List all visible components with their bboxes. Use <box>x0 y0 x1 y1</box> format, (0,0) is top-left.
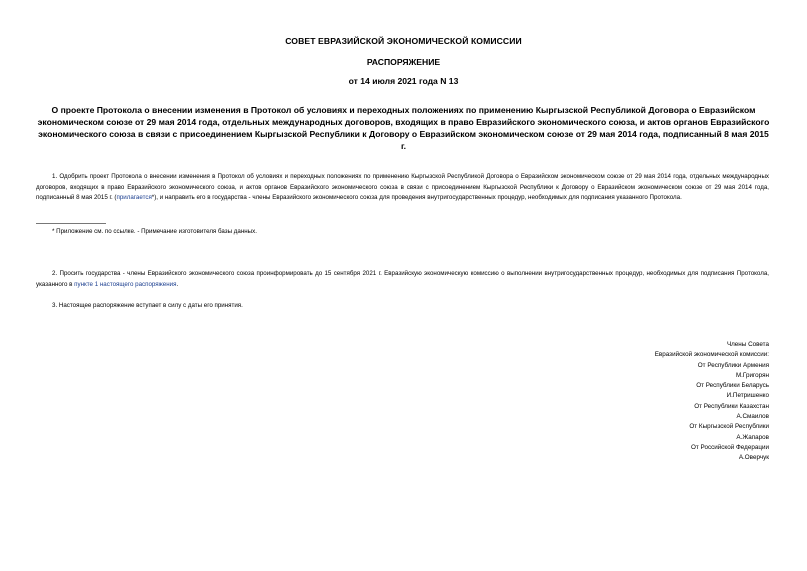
appendix-link[interactable]: прилагается <box>116 194 152 202</box>
signature-line: А.Жапаров <box>736 433 769 441</box>
organization-title: СОВЕТ ЕВРАЗИЙСКОЙ ЭКОНОМИЧЕСКОЙ КОМИССИИ <box>285 36 522 46</box>
signature-block <box>509 340 769 464</box>
paragraph-1 <box>36 172 769 204</box>
document-date-number: от 14 июля 2021 года N 13 <box>348 76 459 86</box>
signature-line: От Российской Федерации <box>690 443 769 451</box>
signature-line: Евразийской экономической комиссии: <box>654 351 769 359</box>
document-subject: О проекте Протокола о внесении изменения в Протокол об условиях и переходных положениях по применению Кыргызской Республикой Договора о Евразийском экономическом союзе от 29 мая 2014 года, отдельных международных договоров, входящих в право Евразийского экономического союза, и актов органов Евразийского экономического союза в связи с присоединением Кыргызской Республики к Договору о Евразийском экономическом союзе от 29 мая 2014 года, подписанный 8 мая 2015 г. <box>37 105 770 151</box>
signature-line: И.Петришенко <box>726 392 769 400</box>
footnote-divider <box>36 223 106 224</box>
paragraph-1-text: 1. Одобрить проект Протокола о внесении изменения в Протокол об условиях и переходных положениях по применению Кыргызской Республикой Договора о Евразийском экономическом союзе от 29 мая 2014 года, отдельных международных договоров, входящих в право Евразийского экономического союза, и актов органов Евразийского экономического союза в связи с присоединением Кыргызской Республики к Договору о Евразийском экономическом союзе от 29 мая 2014 года, подписанный 8 мая 2015 г. ( <box>36 173 769 202</box>
signature-line: От Кыргызской Республики <box>689 423 769 431</box>
paragraph-2 <box>36 269 769 290</box>
footnote: * Приложение см. по ссылке. - Примечание изготовителя базы данных. <box>52 228 257 235</box>
clause-1-link[interactable]: пункте 1 настоящего распоряжения <box>74 280 177 288</box>
signature-line: От Республики Беларусь <box>696 382 769 390</box>
signature-line: Члены Совета <box>726 341 769 348</box>
signature-line: От Республики Казахстан <box>694 402 769 410</box>
signature-line: А.Оверчук <box>738 454 769 462</box>
paragraph-2-text: 2. Просить государства - члены Евразийского экономического союза проинформировать до 15 сентября 2021 г. Евразийскую экономическую комиссию о выполнении внутригосударственных процедур, необходимых для подписания Протокола, указанного в <box>36 270 769 288</box>
signature-line: От Республики Армения <box>697 361 769 369</box>
signature-line: М.Григорян <box>735 371 769 379</box>
signature-line: А.Смаилов <box>736 413 769 421</box>
paragraph-1-text-end: *), и направить его в государства - члены Евразийского экономического союза для проведения внутригосударственных процедур, необходимых для подписания указанного Протокола. <box>151 194 682 202</box>
paragraph-3: 3. Настоящее распоряжение вступает в силу с даты его принятия. <box>52 302 243 309</box>
document-type: РАСПОРЯЖЕНИЕ <box>366 57 441 67</box>
paragraph-2-text-end: . <box>176 280 179 288</box>
